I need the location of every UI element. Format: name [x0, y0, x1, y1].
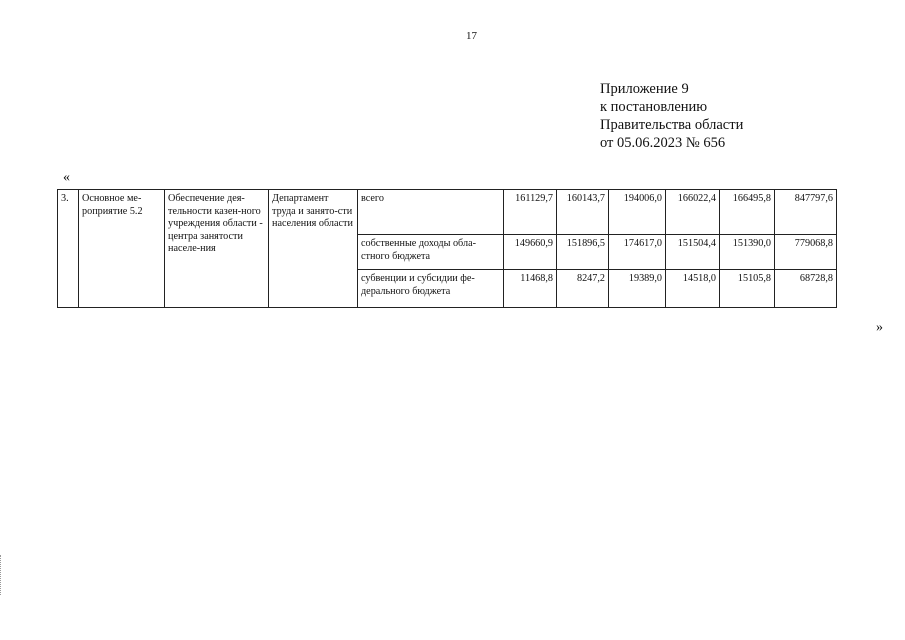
appendix-government-line: Правительства области	[600, 117, 744, 133]
value-cell: 14518,0	[666, 270, 720, 308]
value-cell: 151504,4	[666, 235, 720, 270]
value-cell: 151896,5	[557, 235, 609, 270]
scan-edge-mark	[0, 555, 5, 595]
value-cell: 11468,8	[504, 270, 557, 308]
funding-source-cell: собственные доходы обла-стного бюджета	[358, 235, 504, 270]
value-cell: 166495,8	[720, 190, 775, 235]
total-value-cell: 779068,8	[775, 235, 837, 270]
table-row	[58, 190, 837, 235]
funding-source-cell: всего	[358, 190, 504, 235]
closing-quote: »	[876, 320, 883, 335]
value-cell: 149660,9	[504, 235, 557, 270]
value-cell: 174617,0	[609, 235, 666, 270]
value-cell: 166022,4	[666, 190, 720, 235]
appendix-title: Приложение 9	[600, 81, 689, 97]
appendix-resolution-line: к постановлению	[600, 99, 708, 115]
activity-name-cell: Обеспечение дея-тельности казен-ного учреждения области - центра занятости населе-ния	[165, 190, 269, 308]
value-cell: 151390,0	[720, 235, 775, 270]
appendix-date-line: от 05.06.2023 № 656	[600, 135, 726, 151]
opening-quote: «	[63, 170, 70, 185]
value-cell: 161129,7	[504, 190, 557, 235]
row-number-cell: 3.	[58, 190, 79, 308]
budget-table	[57, 189, 837, 308]
value-cell: 8247,2	[557, 270, 609, 308]
event-cell: Основное ме-роприятие 5.2	[79, 190, 165, 308]
appendix-header	[600, 80, 743, 152]
value-cell: 19389,0	[609, 270, 666, 308]
value-cell: 160143,7	[557, 190, 609, 235]
executor-cell: Департамент труда и занято-сти населения области	[269, 190, 358, 308]
value-cell: 15105,8	[720, 270, 775, 308]
funding-source-cell: субвенции и субсидии фе-дерального бюджета	[358, 270, 504, 308]
page-number: 17	[466, 30, 477, 42]
total-value-cell: 68728,8	[775, 270, 837, 308]
value-cell: 194006,0	[609, 190, 666, 235]
total-value-cell: 847797,6	[775, 190, 837, 235]
